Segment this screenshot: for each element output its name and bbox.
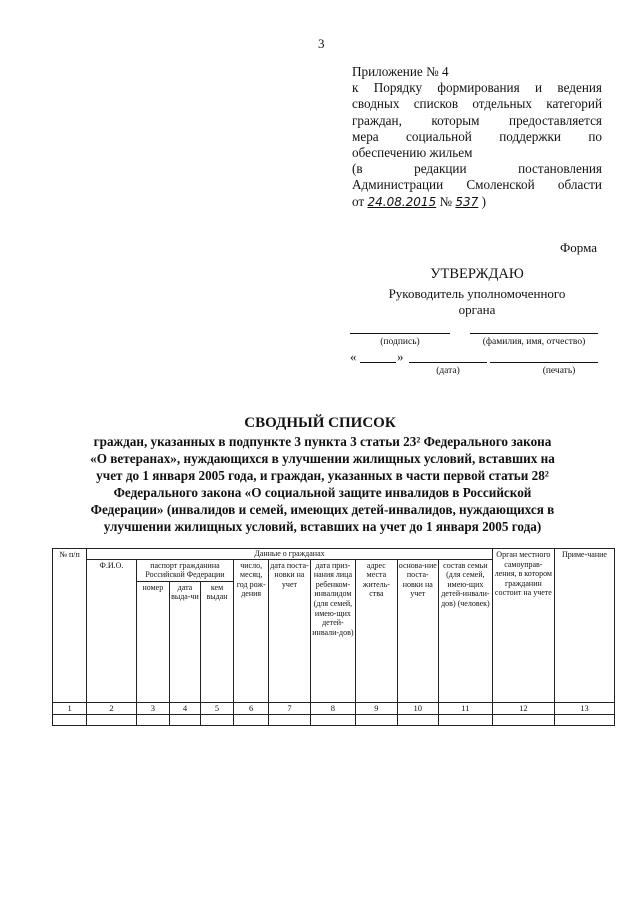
form-label: Форма xyxy=(560,240,597,255)
header-passport: паспорт гражданина Российской Федерации xyxy=(136,559,233,581)
stamp-caption: (печать) xyxy=(542,366,576,376)
column-number: 6 xyxy=(234,702,269,715)
date-quote-open: « xyxy=(350,349,357,364)
header-passport-date: дата выда-чи xyxy=(169,581,200,702)
approval-subtitle-line: Руководитель уполномоченного xyxy=(388,286,566,301)
subtitle-line: улучшении жилищных условий, вставших на учет до 1 января 2005 года) xyxy=(103,519,542,534)
appendix-date-line xyxy=(352,194,602,210)
column-number: 7 xyxy=(269,702,310,715)
appendix-block xyxy=(352,64,602,210)
appendix-line: сводных списков отдельных категорий xyxy=(352,96,602,112)
number-sign: № xyxy=(439,193,453,209)
summary-list-table xyxy=(52,548,615,726)
approval-subtitle xyxy=(352,286,602,318)
subtitle-line: «О ветеранах», нуждающихся в улучшении жилищных условий, вставших на xyxy=(90,451,555,466)
signature-line xyxy=(350,333,450,334)
column-number: 10 xyxy=(397,702,438,715)
column-number: 3 xyxy=(136,702,169,715)
header-passport-number: номер xyxy=(136,581,169,702)
header-note: Приме-чание xyxy=(554,549,614,703)
stamp-line xyxy=(490,362,598,363)
appendix-line: Администрации Смоленской области xyxy=(352,177,602,193)
column-number: 4 xyxy=(169,702,200,715)
appendix-line: (в редакции постановления xyxy=(352,161,602,177)
header-address: адрес места житель-ства xyxy=(356,559,397,702)
column-numbers-row xyxy=(53,702,615,715)
header-registration-date: дата поста-новки на учет xyxy=(269,559,310,702)
column-number: 1 xyxy=(53,702,87,715)
subtitle-line: Федерации» (инвалидов и семей, имеющих детей-инвалидов, нуждающихся в xyxy=(90,502,555,517)
column-number: 12 xyxy=(492,702,554,715)
header-fio: Ф.И.О. xyxy=(87,559,137,702)
header-registration-basis: основа-ние поста-новки на учет xyxy=(397,559,438,702)
appendix-line: к Порядку формирования и ведения xyxy=(352,80,602,96)
subtitle-line: Федерального закона «О социальной защите инвалидов в Российской xyxy=(113,485,532,500)
column-number: 2 xyxy=(87,702,137,715)
appendix-line: обеспечению жильем xyxy=(352,145,473,161)
subtitle-line: граждан, указанных в подпункте 3 пункта 3 статьи 23² Федерального закона xyxy=(93,434,552,449)
document-subtitle xyxy=(40,433,605,535)
header-passport-issuer: кем выдан xyxy=(200,581,233,702)
date-caption: (дата) xyxy=(436,366,460,376)
approval-subtitle-line: органа xyxy=(458,302,496,317)
close-paren: ) xyxy=(481,193,486,209)
signature-caption: (подпись) xyxy=(380,337,420,347)
column-number: 8 xyxy=(310,702,356,715)
document-title: СВОДНЫЙ СПИСОК xyxy=(244,415,396,431)
header-no: № п/п xyxy=(53,549,87,703)
appendix-line: граждан, которым предоставляется xyxy=(352,112,602,128)
name-caption: (фамилия, имя, отчество) xyxy=(482,337,586,347)
date-line xyxy=(409,362,487,363)
header-disabled-child-date: дата приз-нания лица ребенком-инвалидом (для семей, имею-щих детей-инвали-дов) xyxy=(310,559,356,702)
column-number: 9 xyxy=(356,702,397,715)
page-number: 3 xyxy=(318,36,325,51)
date-prefix: от xyxy=(352,193,365,209)
subtitle-line: учет до 1 января 2005 года, и граждан, указанных в части первой статьи 28² xyxy=(96,468,549,483)
column-number: 13 xyxy=(554,702,614,715)
approval-title: УТВЕРЖДАЮ xyxy=(430,266,524,282)
day-line xyxy=(360,362,396,363)
handwritten-number: 537 xyxy=(455,194,479,209)
handwritten-date: 24.08.2015 xyxy=(367,194,437,209)
header-birth-date: число, месяц, год рож-дения xyxy=(234,559,269,702)
table-row xyxy=(53,715,615,726)
header-local-authority: Орган местного самоуправ-ления, в котором гражданин состоит на учете xyxy=(492,549,554,703)
header-citizen-data: Данные о гражданах xyxy=(87,549,493,560)
column-number: 5 xyxy=(200,702,233,715)
header-family-composition: состав семьи (для семей, имею-щих детей-инвали-дов) (человек) xyxy=(438,559,492,702)
date-quote-close: » xyxy=(397,349,404,364)
column-number: 11 xyxy=(438,702,492,715)
appendix-line: Приложение № 4 xyxy=(352,64,449,79)
appendix-line: мера социальной поддержки по xyxy=(352,128,602,144)
name-line xyxy=(470,333,598,334)
